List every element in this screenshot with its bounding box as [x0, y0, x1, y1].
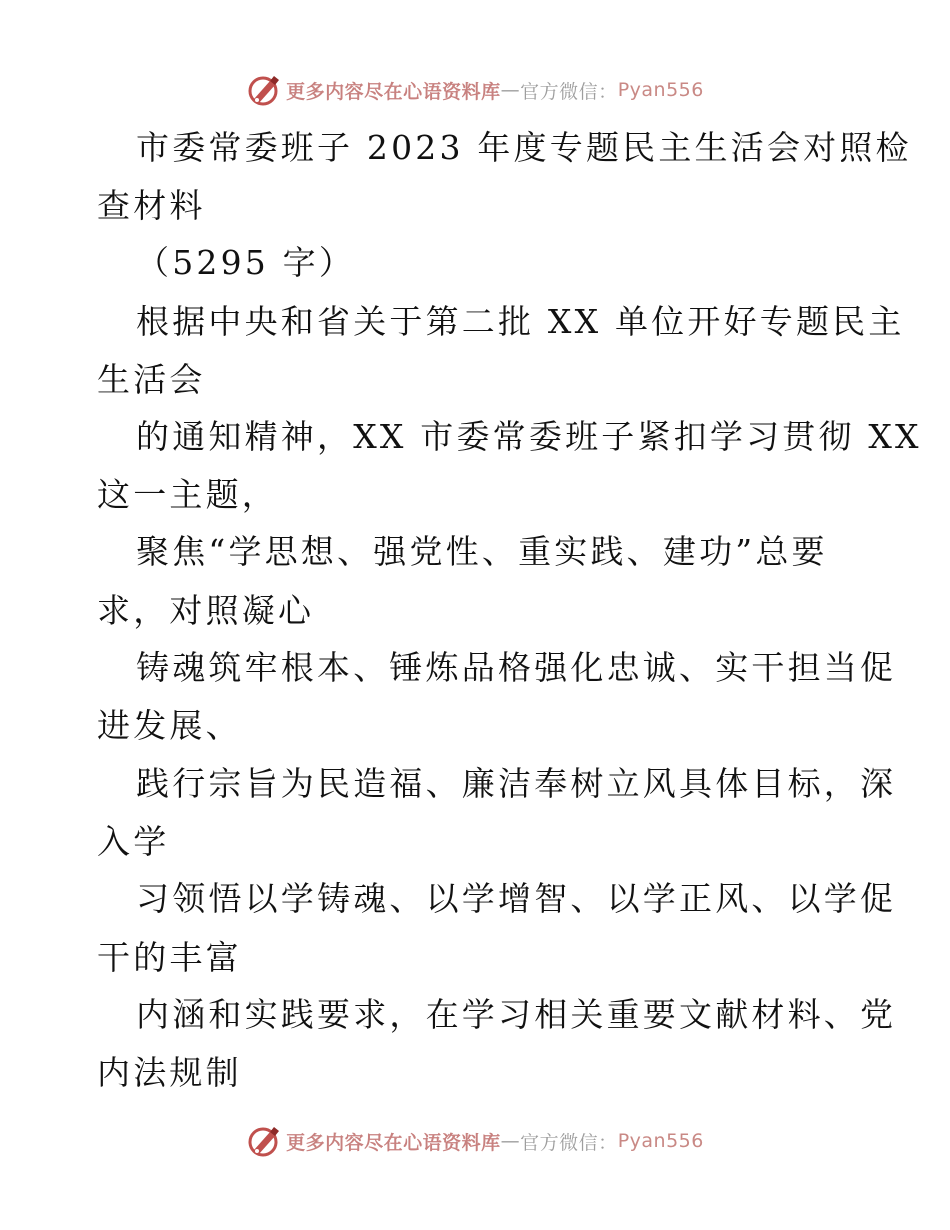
paragraph-line: 干的丰富 [97, 938, 242, 977]
title-line-2: 查材料 [97, 186, 206, 225]
pen-logo-icon [246, 1124, 282, 1158]
paragraph-line: 根据中央和省关于第二批 XX 单位开好专题民主 [136, 302, 905, 341]
paragraph-line: 的通知精神，XX 市委常委班子紧扣学习贯彻 XX [136, 417, 922, 456]
paragraph-line: 进发展、 [97, 706, 242, 745]
watermark-wechat-label: 官方微信： [520, 80, 618, 103]
paragraph-line: 这一主题， [97, 475, 278, 514]
paragraph-line: 内法规制 [97, 1053, 242, 1092]
watermark-wechat-label: 官方微信： [520, 1131, 618, 1154]
footer-watermark [0, 1121, 950, 1161]
paragraph-line: 铸魂筑牢根本、锤炼品格强化忠诚、实干担当促 [136, 648, 897, 687]
paragraph-line: 求，对照凝心 [97, 591, 315, 630]
watermark-separator: — [500, 1130, 521, 1152]
paragraph-line: 践行宗旨为民造福、廉洁奉树立风具体目标，深 [136, 764, 897, 803]
paragraph-line: 生活会 [97, 360, 206, 399]
word-count: （5295 字） [136, 243, 356, 282]
paragraph-line: 聚焦“学思想、强党性、重实践、建功”总要 [136, 532, 828, 571]
watermark-main-text: 更多内容尽在心语资料库 [286, 1131, 501, 1154]
watermark-wechat-id: Pyan556 [617, 1130, 704, 1152]
paragraph-line: 习领悟以学铸魂、以学增智、以学正风、以学促 [136, 879, 897, 918]
watermark-main-text: 更多内容尽在心语资料库 [286, 80, 501, 103]
title-line-1: 市委常委班子 2023 年度专题民主生活会对照检 [136, 128, 912, 167]
paragraph-line: 入学 [97, 822, 170, 861]
watermark-separator: — [500, 79, 521, 101]
paragraph-line: 内涵和实践要求，在学习相关重要文献材料、党 [136, 995, 897, 1034]
header-watermark [0, 70, 950, 110]
pen-logo-icon [246, 73, 282, 107]
watermark-wechat-id: Pyan556 [617, 79, 704, 101]
